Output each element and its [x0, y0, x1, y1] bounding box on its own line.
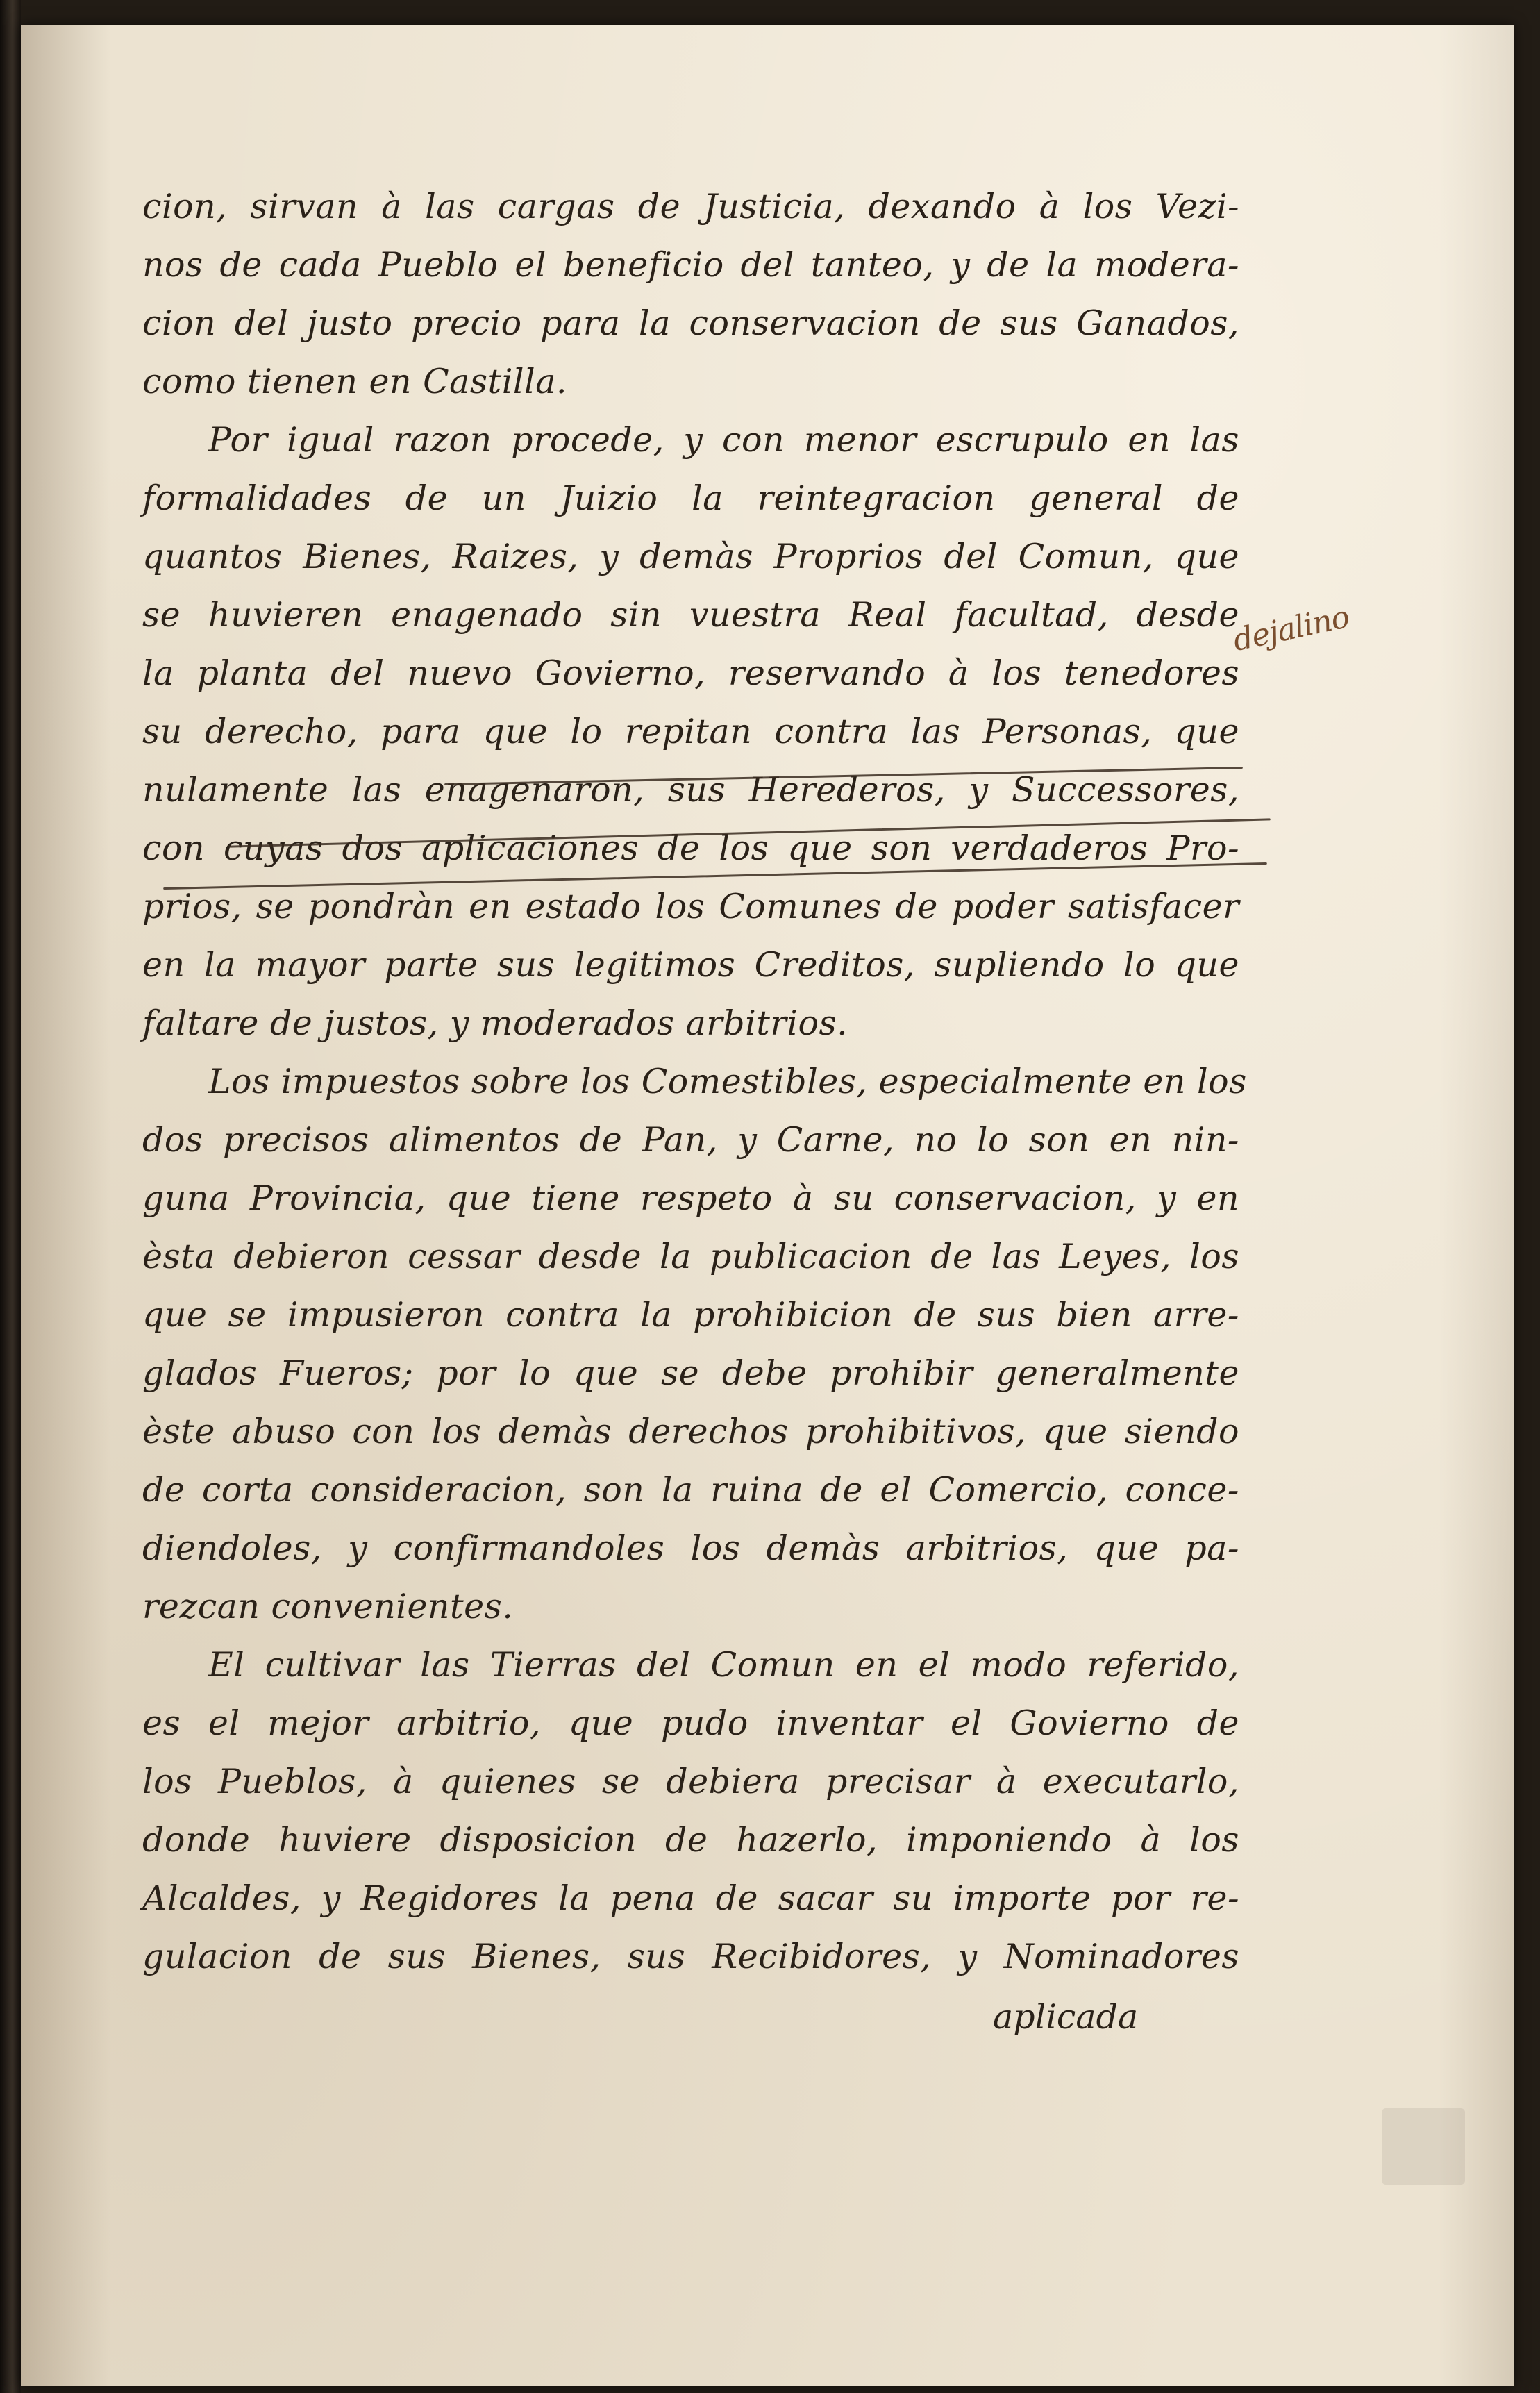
- text-line: èste abuso con los demàs derechos prohibitivos, que siendo: [142, 1412, 1239, 1451]
- text-line: con cuyas dos aplicaciones de los que son verdaderos Pro-: [142, 828, 1239, 868]
- text-line: èsta debieron cessar desde la publicacion de las Leyes, los: [142, 1237, 1239, 1276]
- paragraph-start-line: Los impuestos sobre los Comestibles, especialmente en los: [208, 1062, 1247, 1101]
- text-line: prios, se pondràn en estado los Comunes de poder satisfacer: [142, 887, 1239, 926]
- text-line: faltare de justos, y moderados arbitrios.: [142, 1003, 848, 1043]
- text-line: de corta consideracion, son la ruina de el Comercio, conce-: [142, 1470, 1239, 1510]
- text-line: su derecho, para que lo repitan contra las Personas, que: [142, 712, 1239, 751]
- text-line: se huvieren enagenado sin vuestra Real facultad, desde: [142, 595, 1239, 635]
- text-line: rezcan convenientes.: [142, 1587, 514, 1626]
- library-stamp-mark: [1382, 2108, 1465, 2185]
- text-line: nos de cada Pueblo el beneficio del tanteo, y de la modera-: [142, 245, 1239, 285]
- text-line: diendoles, y confirmandoles los demàs arbitrios, que pa-: [142, 1528, 1239, 1568]
- text-line: es el mejor arbitrio, que pudo inventar el Govierno de: [142, 1703, 1239, 1743]
- text-line: en la mayor parte sus legitimos Creditos, supliendo lo que: [142, 945, 1239, 985]
- text-line: dos precisos alimentos de Pan, y Carne, no lo son en nin-: [142, 1120, 1239, 1160]
- book-spine-edge: [0, 0, 21, 2393]
- text-line: Alcaldes, y Regidores la pena de sacar su importe por re-: [142, 1878, 1239, 1918]
- catchword: aplicada: [993, 1997, 1139, 2037]
- text-line: quantos Bienes, Raizes, y demàs Proprios del Comun, que: [142, 537, 1239, 576]
- paragraph-start-line: Por igual razon procede, y con menor escrupulo en las: [208, 420, 1239, 460]
- text-line: guna Provincia, que tiene respeto à su conservacion, y en: [142, 1178, 1239, 1218]
- page-body-text: [142, 178, 1247, 1986]
- text-line: formalidades de un Juizio la reintegracion general de: [142, 478, 1239, 518]
- handwritten-margin-note: dejalino: [1230, 599, 1353, 659]
- text-line: la planta del nuevo Govierno, reservando à los tenedores: [142, 653, 1239, 693]
- text-line: nulamente las enagenaron, sus Herederos, y Successores,: [142, 770, 1239, 810]
- text-line: que se impusieron contra la prohibicion de sus bien arre-: [142, 1295, 1239, 1335]
- text-line: gulacion de sus Bienes, sus Recibidores, y Nominadores: [142, 1937, 1239, 1976]
- text-line: donde huviere disposicion de hazerlo, imponiendo à los: [142, 1820, 1239, 1860]
- paragraph-start-line: El cultivar las Tierras del Comun en el modo referido,: [208, 1645, 1239, 1685]
- text-line: cion, sirvan à las cargas de Justicia, dexando à los Vezi-: [142, 187, 1239, 226]
- text-line: los Pueblos, à quienes se debiera precisar à executarlo,: [142, 1762, 1239, 1801]
- text-line: cion del justo precio para la conservacion de sus Ganados,: [142, 303, 1239, 343]
- text-line: como tienen en Castilla.: [142, 362, 568, 401]
- text-line: glados Fueros; por lo que se debe prohibir generalmente: [142, 1353, 1239, 1393]
